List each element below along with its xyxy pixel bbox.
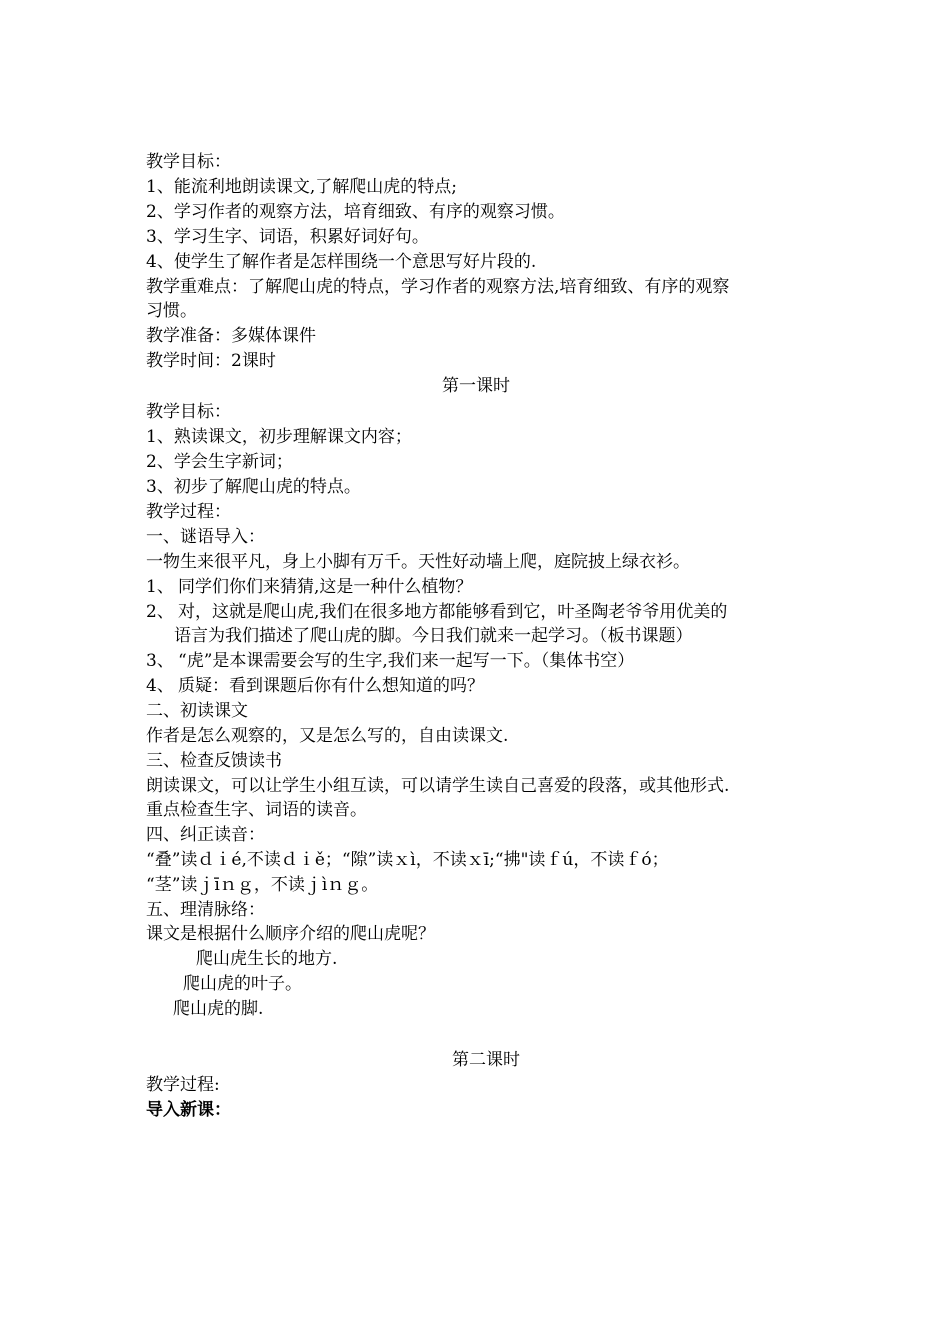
list-item: 对，这就是爬山虎,我们在很多地方都能够看到它，叶圣陶老爷爷用优美的 bbox=[178, 602, 728, 622]
section-text: 重点检查生字、词语的读音。 bbox=[146, 800, 367, 820]
teaching-time: 教学时间：2课时 bbox=[146, 351, 276, 371]
key-points-continued: 习惯。 bbox=[146, 301, 197, 321]
goal-item: 3、学习生字、词语，积累好词好句。 bbox=[146, 227, 429, 247]
intro-heading: 导入新课： bbox=[146, 1100, 231, 1120]
pronunciation-text: “叠”读ｄｉé,不读ｄｉě；“隙”读ｘì，不读ｘī;“拂"读ｆú，不读ｆó； bbox=[146, 850, 669, 870]
goal-item: 2、学习作者的观察方法，培育细致、有序的观察习惯。 bbox=[146, 202, 565, 222]
list-number: 4、 bbox=[146, 676, 174, 696]
lesson-2-title: 第二课时 bbox=[452, 1050, 520, 1070]
section-heading: 三、检查反馈读书 bbox=[146, 751, 282, 771]
list-number: 1、 bbox=[146, 577, 174, 597]
process-heading: 教学过程: bbox=[146, 1075, 220, 1095]
goals-heading: 教学目标： bbox=[146, 152, 231, 172]
list-number: 2、 bbox=[146, 602, 174, 622]
list-item: “虎”是本课需要会写的生字,我们来一起写一下。（集体书空） bbox=[178, 651, 635, 671]
list-item: 质疑：看到课题后你有什么想知道的吗？ bbox=[178, 676, 484, 696]
lesson-1-goal: 3、初步了解爬山虎的特点。 bbox=[146, 477, 361, 497]
section-text: 作者是怎么观察的，又是怎么写的，自由读课文. bbox=[146, 726, 509, 746]
goal-item: 1、能流利地朗读课文,了解爬山虎的特点; bbox=[146, 177, 457, 197]
goal-item: 4、使学生了解作者是怎样围绕一个意思写好片段的. bbox=[146, 252, 537, 272]
section-heading: 一、谜语导入： bbox=[146, 527, 265, 547]
preparation: 教学准备：多媒体课件 bbox=[146, 326, 316, 346]
section-heading: 四、纠正读音： bbox=[146, 825, 265, 845]
lesson-1-goals-heading: 教学目标： bbox=[146, 402, 231, 422]
list-number: 3、 bbox=[146, 651, 174, 671]
pronunciation-text: “茎”读ｊīｎｇ，不读ｊìｎｇ。 bbox=[146, 875, 379, 895]
lesson-1-goal: 1、熟读课文，初步理解课文内容； bbox=[146, 427, 412, 447]
section-text: 课文是根据什么顺序介绍的爬山虎呢？ bbox=[146, 924, 435, 944]
section-text: 朗读课文，可以让学生小组互读，可以请学生读自己喜爱的段落，或其他形式. bbox=[146, 776, 730, 796]
riddle-text: 一物生来很平凡，身上小脚有万千。天性好动墙上爬，庭院披上绿衣衫。 bbox=[146, 552, 690, 572]
lesson-1-goal: 2、学会生字新词； bbox=[146, 452, 293, 472]
list-item: 同学们你们来猜猜,这是一种什么植物？ bbox=[178, 577, 473, 597]
section-heading: 二、初读课文 bbox=[146, 701, 248, 721]
order-item: 爬山虎生长的地方. bbox=[196, 949, 338, 969]
section-heading: 五、理清脉络： bbox=[146, 900, 265, 920]
key-points: 教学重难点：了解爬山虎的特点，学习作者的观察方法,培育细致、有序的观察 bbox=[146, 277, 730, 297]
list-item-continued: 语言为我们描述了爬山虎的脚。今日我们就来一起学习。（板书课题） bbox=[174, 626, 693, 646]
order-item: 爬山虎的脚. bbox=[173, 999, 264, 1019]
order-item: 爬山虎的叶子。 bbox=[183, 974, 302, 994]
lesson-1-title: 第一课时 bbox=[442, 376, 510, 396]
process-heading: 教学过程： bbox=[146, 502, 231, 522]
